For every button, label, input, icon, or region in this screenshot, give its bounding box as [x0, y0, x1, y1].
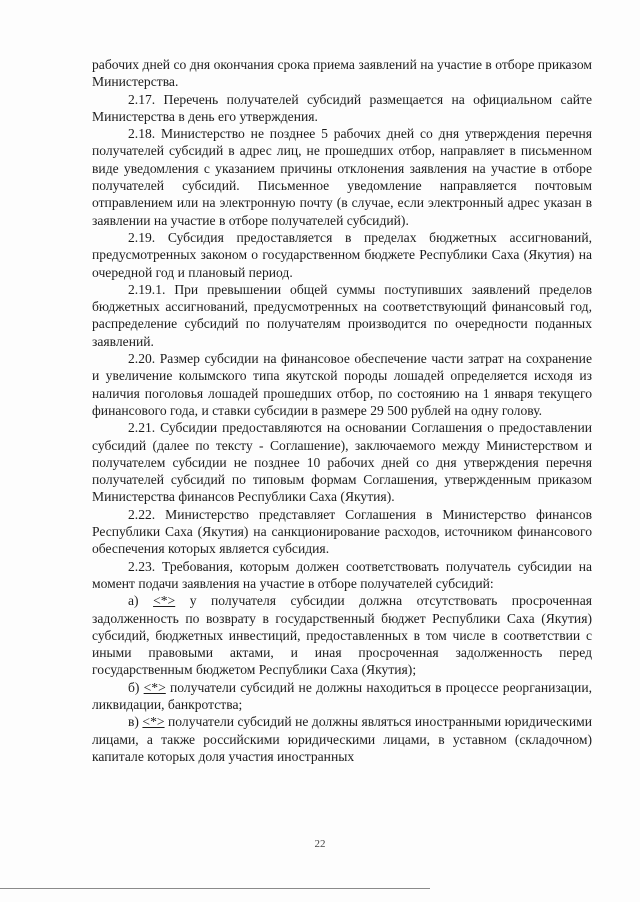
paragraph-2-21: 2.21. Субсидии предоставляются на основании Соглашения о предоставлении субсидий (далее по тексту - Соглашение), заключаемого между Министерством и получателем субсидии не позднее 10 рабочих дней со дня утверждения перечня получателей субсидий по типовым формам Соглашения, утвержденным приказом Министерства финансов Республики Саха (Якутия).: [92, 420, 592, 505]
paragraph-2-22: 2.22. Министерство представляет Соглашения в Министерство финансов Республики Саха (Якутия) на санкционирование расходов, источником финансового обеспечения которых является субсидия.: [92, 506, 592, 557]
item-text: у получателя субсидии должна отсутствовать просроченная задолженность по возврату в государственный бюджет Республики Саха (Якутия) субсидий, бюджетных инвестиций, предоставленных в том числе в соответствии с иными правовыми актами, и иная просроченная задолженность перед государственным бюджетом Республики Саха (Якутия);: [92, 593, 592, 678]
item-prefix: а): [128, 593, 154, 609]
paragraph-2-19-1: 2.19.1. При превышении общей суммы поступивших заявлений пределов бюджетных ассигнований, предусмотренных на соответствующий финансовый год, распределение субсидий по получателям производится по очередности поданных заявлений.: [92, 281, 592, 349]
paragraph-2-23: 2.23. Требования, которым должен соответствовать получатель субсидии на момент подачи заявления на участие в отборе получателей субсидий:: [92, 558, 592, 591]
footnote-ref-link[interactable]: <*>: [143, 679, 166, 695]
paragraph-2-20: 2.20. Размер субсидии на финансовое обеспечение части затрат на сохранение и увеличение колымского типа якутской породы лошадей определяется исходя из наличия поголовья лошадей прошедших отбор, по состоянию на 1 января текущего финансового года, и ставки субсидии в размере 29 500 рублей на одну голову.: [92, 351, 592, 418]
paragraph-continuation: рабочих дней со дня окончания срока приема заявлений на участие в отборе приказом Министерства.: [92, 57, 592, 90]
paragraph-item-v: [92, 713, 592, 765]
paragraph-2-17: 2.17. Перечень получателей субсидий размещается на официальном сайте Министерства в день его утверждения.: [92, 91, 592, 124]
paragraph-2-19: 2.19. Субсидия предоставляется в пределах бюджетных ассигнований, предусмотренных законом о государственном бюджете Республики Саха (Якутия) на очередной год и плановый период.: [92, 229, 592, 280]
item-prefix: в): [128, 714, 143, 730]
scan-edge-line: [0, 888, 430, 889]
footnote-ref-link[interactable]: <*>: [142, 714, 165, 730]
document-body: [92, 56, 592, 765]
paragraph-item-a: [92, 592, 592, 678]
item-text: получатели субсидий не должны находиться в процессе реорганизации, ликвидации, банкротства;: [92, 679, 592, 712]
footnote-ref-link[interactable]: <*>: [153, 593, 176, 609]
paragraph-2-18: 2.18. Министерство не позднее 5 рабочих дней со дня утверждения перечня получателей субсидий в адрес лиц, не прошедших отбор, направляет в письменном виде уведомления с указанием причины отклонения заявления на участие в отборе получателей субсидий. Письменное уведомление направляется почтовым отправлением или на электронную почту (в случае, если электронный адрес указан в заявлении на участие в отборе получателей субсидий).: [92, 126, 592, 228]
page-number: 22: [314, 838, 326, 850]
paragraph-item-b: [92, 679, 592, 714]
item-text: получатели субсидий не должны являться иностранными юридическими лицами, а также российскими юридическими лицами, в уставном (складочном) капитале которых доля участия иностранных: [92, 714, 592, 764]
item-prefix: б): [128, 679, 144, 695]
